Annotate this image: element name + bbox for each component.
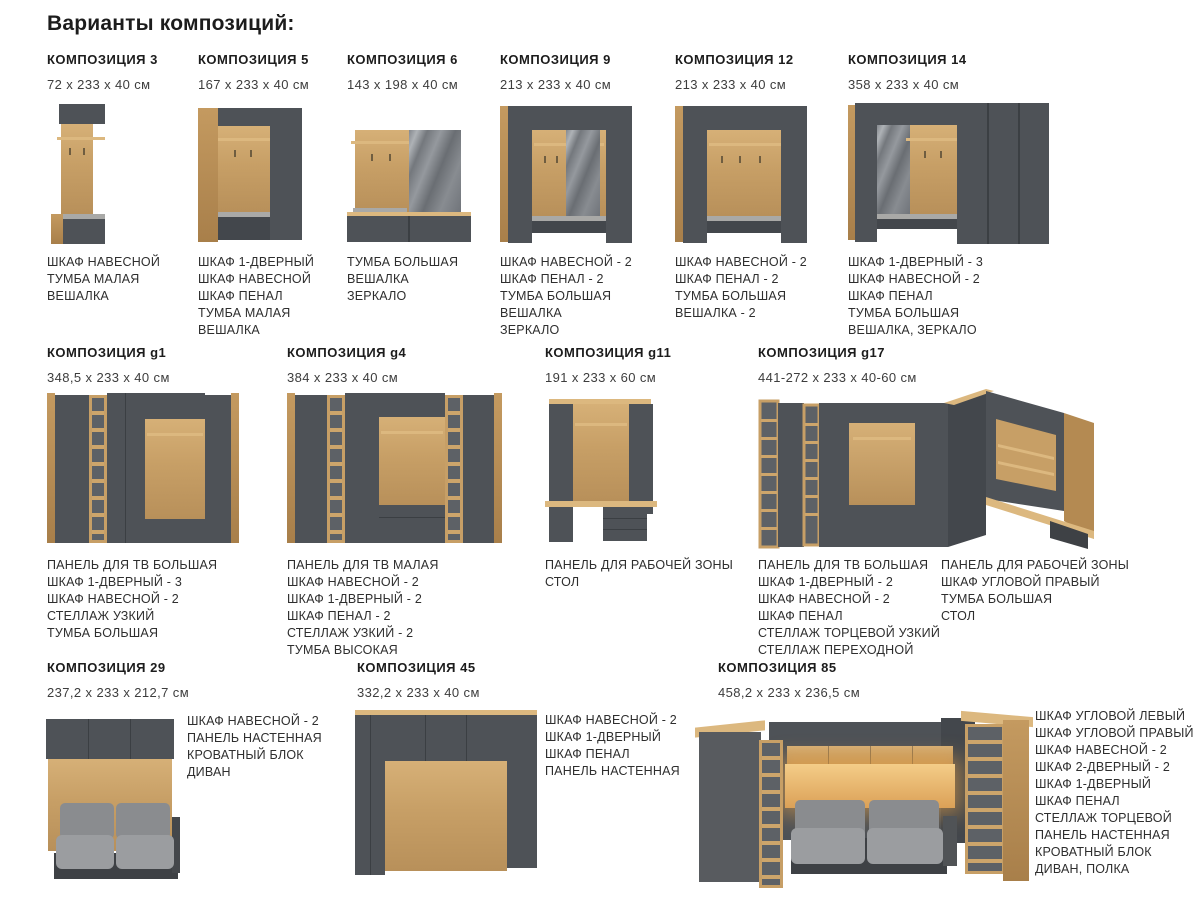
component-item: СТОЛ [941,609,976,623]
component-item: ПАНЕЛЬ ДЛЯ ТВ БОЛЬШАЯ [47,558,218,572]
composition-85-image [695,688,1033,895]
composition-dimensions: 72 x 233 x 40 см [47,77,151,92]
composition-29-card [40,660,350,895]
hook [234,150,236,157]
cabinet-column [855,103,877,242]
composition-5-image [198,104,302,246]
component-list [47,254,197,305]
component-item: СТЕЛЛАЖ ТОРЦЕВОЙ [1035,811,1172,825]
side-panel [231,393,239,543]
component-item: ШКАФ ПЕНАЛ [758,609,843,623]
component-list [545,557,757,591]
bench-side [51,214,63,244]
door-seam [1018,103,1020,244]
component-item: ШКАФ ПЕНАЛ - 2 [675,272,779,286]
hook [371,154,373,161]
composition-title: КОМПОЗИЦИЯ 14 [848,52,967,67]
component-list [500,254,674,339]
composition-45-image [355,710,541,882]
component-item: ШКАФ ПЕНАЛ [545,747,630,761]
shelf-rack [965,724,1005,874]
composition-12-image [675,104,813,246]
drawer-seam [603,529,647,530]
sofa-seat [56,835,114,869]
component-item: ВЕШАЛКА [500,306,562,320]
composition-29-image [40,705,182,890]
composition-title: КОМПОЗИЦИЯ 45 [357,660,476,675]
door-seam [466,715,467,761]
top-cabinet [532,106,606,130]
component-item: ШКАФ 1-ДВЕРНЫЙ [545,730,662,744]
hat-shelf [57,137,105,140]
wall-panel [385,761,507,871]
component-list [1035,708,1194,878]
component-list [545,712,680,780]
drawer-unit [603,507,647,541]
composition-5-card [198,52,346,339]
shelf [218,138,273,141]
composition-9-card [500,52,674,339]
component-item: ШКАФ УГЛОВОЙ ПРАВЫЙ [1035,726,1194,740]
hook [924,151,926,158]
composition-dimensions: 191 x 233 x 60 см [545,370,657,385]
component-item: ШКАФ НАВЕСНОЙ - 2 [545,713,677,727]
sofa-seat [867,828,943,864]
composition-6-card [347,52,499,305]
top-cabinet [707,106,781,130]
shelf-rack [89,395,107,543]
bench [707,221,781,233]
component-item: СТОЛ [545,575,580,589]
composition-dimensions: 441-272 x 233 x 40-60 см [758,370,917,385]
sofa-seat [116,835,174,869]
component-item: ШКАФ НАВЕСНОЙ [47,255,161,269]
component-item: ШКАФ НАВЕСНОЙ - 2 [675,255,807,269]
component-item: ПАНЕЛЬ НАСТЕННАЯ [187,731,322,745]
component-item: ШКАФ УГЛОВОЙ ЛЕВЫЙ [1035,709,1186,723]
component-list [758,557,941,659]
component-item: ТУМБА БОЛЬШАЯ [941,592,1053,606]
component-item: ШКАФ НАВЕСНОЙ - 2 [287,575,419,589]
composition-title: КОМПОЗИЦИЯ 85 [718,660,837,675]
work-niche [573,404,629,501]
component-item: ШКАФ 1-ДВЕРНЫЙ [198,255,315,269]
wardrobe-doors [345,393,379,543]
wardrobe-doors [107,393,145,543]
component-item: ВЕШАЛКА - 2 [675,306,756,320]
shelf-rack [759,740,783,888]
component-item: ПАНЕЛЬ ДЛЯ РАБОЧЕЙ ЗОНЫ [545,558,734,572]
wall-cabinet [59,104,105,124]
composition-g11-image [545,397,657,549]
shelf-rack [445,395,463,543]
composition-g4-image [287,387,502,549]
component-item: ВЕШАЛКА [198,323,260,337]
component-item: ПАНЕЛЬ НАСТЕННАЯ [1035,828,1170,842]
composition-title: КОМПОЗИЦИЯ g4 [287,345,407,360]
sofa-armrest [943,816,957,866]
cubby-seam [828,746,829,764]
shelf [575,423,627,426]
component-item: ТУМБА ВЫСОКАЯ [287,643,398,657]
composition-g17-image [758,389,1103,549]
composition-45-card [355,660,685,895]
composition-g17-card [758,345,1158,659]
component-item: ТУМБА МАЛАЯ [47,272,140,286]
shelf [906,138,960,141]
component-item: ТУМБА МАЛАЯ [198,306,291,320]
corner-cabinet-side [1003,720,1029,881]
niche-top-cabinet [379,393,445,417]
corner-unit-drawing [758,389,1103,549]
niche-top-cabinet [145,393,205,419]
door-seam [987,103,989,244]
component-item: ШКАФ НАВЕСНОЙ - 2 [187,714,319,728]
composition-title: КОМПОЗИЦИЯ 9 [500,52,611,67]
component-item: ЗЕРКАЛО [347,289,407,303]
component-list [287,557,542,659]
hook [940,151,942,158]
composition-dimensions: 213 x 233 x 40 см [675,77,787,92]
composition-12-card [675,52,847,322]
niche-base-cabinet [145,519,205,543]
hook [250,150,252,157]
component-item: ТУМБА БОЛЬШАЯ [848,306,960,320]
component-item: ЗЕРКАЛО [500,323,560,337]
hook [759,156,761,163]
shelf [147,433,203,436]
side-panel [500,106,508,242]
wardrobe-door [55,395,89,543]
composition-title: КОМПОЗИЦИЯ g11 [545,345,672,360]
composition-title: КОМПОЗИЦИЯ 6 [347,52,458,67]
bench [218,217,270,240]
hook [721,156,723,163]
component-item: ШКАФ НАВЕСНОЙ - 2 [47,592,179,606]
hook [389,154,391,161]
component-item: ШКАФ НАВЕСНОЙ [198,272,312,286]
composition-9-image [500,104,638,246]
component-item: СТЕЛЛАЖ УЗКИЙ - 2 [287,626,414,640]
wall-cabinets [385,715,507,761]
component-list [347,254,499,305]
cabinet-column [606,106,632,243]
component-item: СТЕЛЛАЖ ТОРЦЕВОЙ УЗКИЙ [758,626,941,640]
bench [63,219,105,244]
component-list [848,254,1058,339]
component-item: ШКАФ 1-ДВЕРНЫЙ [1035,777,1152,791]
composition-14-card [848,52,1058,339]
composition-title: КОМПОЗИЦИЯ 3 [47,52,158,67]
component-item: СТЕЛЛАЖ ПЕРЕХОДНОЙ [758,643,914,657]
bench [877,219,957,229]
shelf [709,143,781,146]
door-seam [88,719,89,759]
drawer-seam [379,517,445,518]
cubby-seam [870,746,871,764]
component-item: ШКАФ НАВЕСНОЙ - 2 [758,592,890,606]
sofa-back-cushion [60,803,114,839]
composition-g11-card [545,345,757,591]
side-panel [675,106,683,242]
component-item: ШКАФ НАВЕСНОЙ - 2 [848,272,980,286]
component-list [675,254,847,322]
hat-shelf [351,141,413,144]
composition-dimensions: 348,5 x 233 x 40 см [47,370,170,385]
composition-title: КОМПОЗИЦИЯ g1 [47,345,167,360]
wardrobe-doors [957,103,1049,244]
component-item: ВЕШАЛКА [47,289,109,303]
component-list [47,557,285,642]
composition-3-card [47,52,197,305]
component-item: ШКАФ ПЕНАЛ - 2 [287,609,391,623]
drawer-seam [603,518,647,519]
component-item: КРОВАТНЫЙ БЛОК [187,748,304,762]
component-item: ПАНЕЛЬ ДЛЯ РАБОЧЕЙ ЗОНЫ [941,558,1130,572]
side-panel [494,393,502,543]
cabinet-column [781,106,807,243]
component-item: ШКАФ НАВЕСНОЙ - 2 [500,255,632,269]
composition-dimensions: 213 x 233 x 40 см [500,77,612,92]
composition-dimensions: 167 x 233 x 40 см [198,77,310,92]
cabinet-column [507,715,537,868]
wardrobe-door [463,395,494,543]
drawer-unit [379,505,445,543]
wardrobe-door [205,395,231,543]
page-title: Варианты композиций: [47,12,295,35]
composition-dimensions: 237,2 x 233 x 212,7 см [47,685,190,700]
component-item: ШКАФ ПЕНАЛ [848,289,933,303]
composition-dimensions: 458,2 x 233 x 236,5 см [718,685,861,700]
door-seam [130,719,131,759]
mirror [409,130,461,212]
component-item: ТУМБА БОЛЬШАЯ [347,255,459,269]
composition-title: КОМПОЗИЦИЯ 12 [675,52,794,67]
shelf-rack [327,395,345,543]
sofa-seat [791,828,865,864]
composition-6-image [347,130,471,246]
side-panel [848,105,855,240]
bench [532,221,606,233]
hook [739,156,741,163]
composition-title: КОМПОЗИЦИЯ 29 [47,660,166,675]
composition-g1-image [47,387,239,549]
component-item: ВЕШАЛКА, ЗЕРКАЛО [848,323,977,337]
door-seam [425,715,426,761]
sofa-back-cushion [116,803,170,839]
component-item: ШКАФ НАВЕСНОЙ - 2 [1035,743,1167,757]
hook [83,148,85,155]
door-seam [370,715,371,875]
composition-85-card [695,660,1200,900]
component-item: ШКАФ ПЕНАЛ [1035,794,1120,808]
component-list [187,713,322,781]
mirror [566,130,600,216]
component-item: ШКАФ 2-ДВЕРНЫЙ - 2 [1035,760,1170,774]
component-item: ПАНЕЛЬ НАСТЕННАЯ [545,764,680,778]
composition-3-image [47,104,109,246]
cubby-seam [912,746,913,764]
component-item: ДИВАН [187,765,231,779]
corner-cabinet-side [699,732,761,882]
component-item: ПАНЕЛЬ ДЛЯ ТВ МАЛАЯ [287,558,439,572]
component-list [198,254,346,339]
hook [556,156,558,163]
component-item: ПАНЕЛЬ ДЛЯ ТВ БОЛЬШАЯ [758,558,929,572]
hook [69,148,71,155]
top-panel [218,108,270,126]
top-cabinet [877,103,957,125]
wall-cabinets [46,719,174,759]
hook [544,156,546,163]
composition-title: КОМПОЗИЦИЯ 5 [198,52,309,67]
cabinet-column [508,106,532,243]
component-item: СТЕЛЛАЖ УЗКИЙ [47,609,155,623]
cabinet-column [629,404,653,514]
side-panel [287,393,295,543]
side-panel [47,393,55,543]
component-item: ДИВАН, ПОЛКА [1035,862,1130,876]
shelf [381,431,443,434]
door-seam [125,393,126,543]
cabinet-column [683,106,707,243]
composition-14-image [848,101,1053,246]
composition-g1-card [47,345,285,642]
wardrobe-door [270,108,302,240]
cabinet-column [549,404,573,542]
component-item: КРОВАТНЫЙ БЛОК [1035,845,1152,859]
side-cabinet [198,108,218,242]
component-item: ШКАФ УГЛОВОЙ ПРАВЫЙ [941,575,1100,589]
component-item: ТУМБА БОЛЬШАЯ [675,289,787,303]
component-item: ШКАФ 1-ДВЕРНЫЙ - 2 [287,592,422,606]
composition-title: КОМПОЗИЦИЯ g17 [758,345,886,360]
component-item: ТУМБА БОЛЬШАЯ [47,626,159,640]
composition-dimensions: 384 x 233 x 40 см [287,370,399,385]
composition-g4-card [287,345,542,659]
component-item: ШКАФ ПЕНАЛ - 2 [500,272,604,286]
composition-dimensions: 143 x 198 x 40 см [347,77,459,92]
component-item: ВЕШАЛКА [347,272,409,286]
component-item: ШКАФ 1-ДВЕРНЫЙ - 3 [848,255,983,269]
component-list-2 [941,557,1129,659]
bench-seam [408,216,410,242]
composition-dimensions: 358 x 233 x 40 см [848,77,960,92]
composition-dimensions: 332,2 x 233 x 40 см [357,685,480,700]
component-item: ШКАФ ПЕНАЛ [198,289,283,303]
component-item: ШКАФ 1-ДВЕРНЫЙ - 2 [758,575,893,589]
component-item: ШКАФ 1-ДВЕРНЫЙ - 3 [47,575,182,589]
wardrobe-door [295,395,327,543]
component-item: ТУМБА БОЛЬШАЯ [500,289,612,303]
